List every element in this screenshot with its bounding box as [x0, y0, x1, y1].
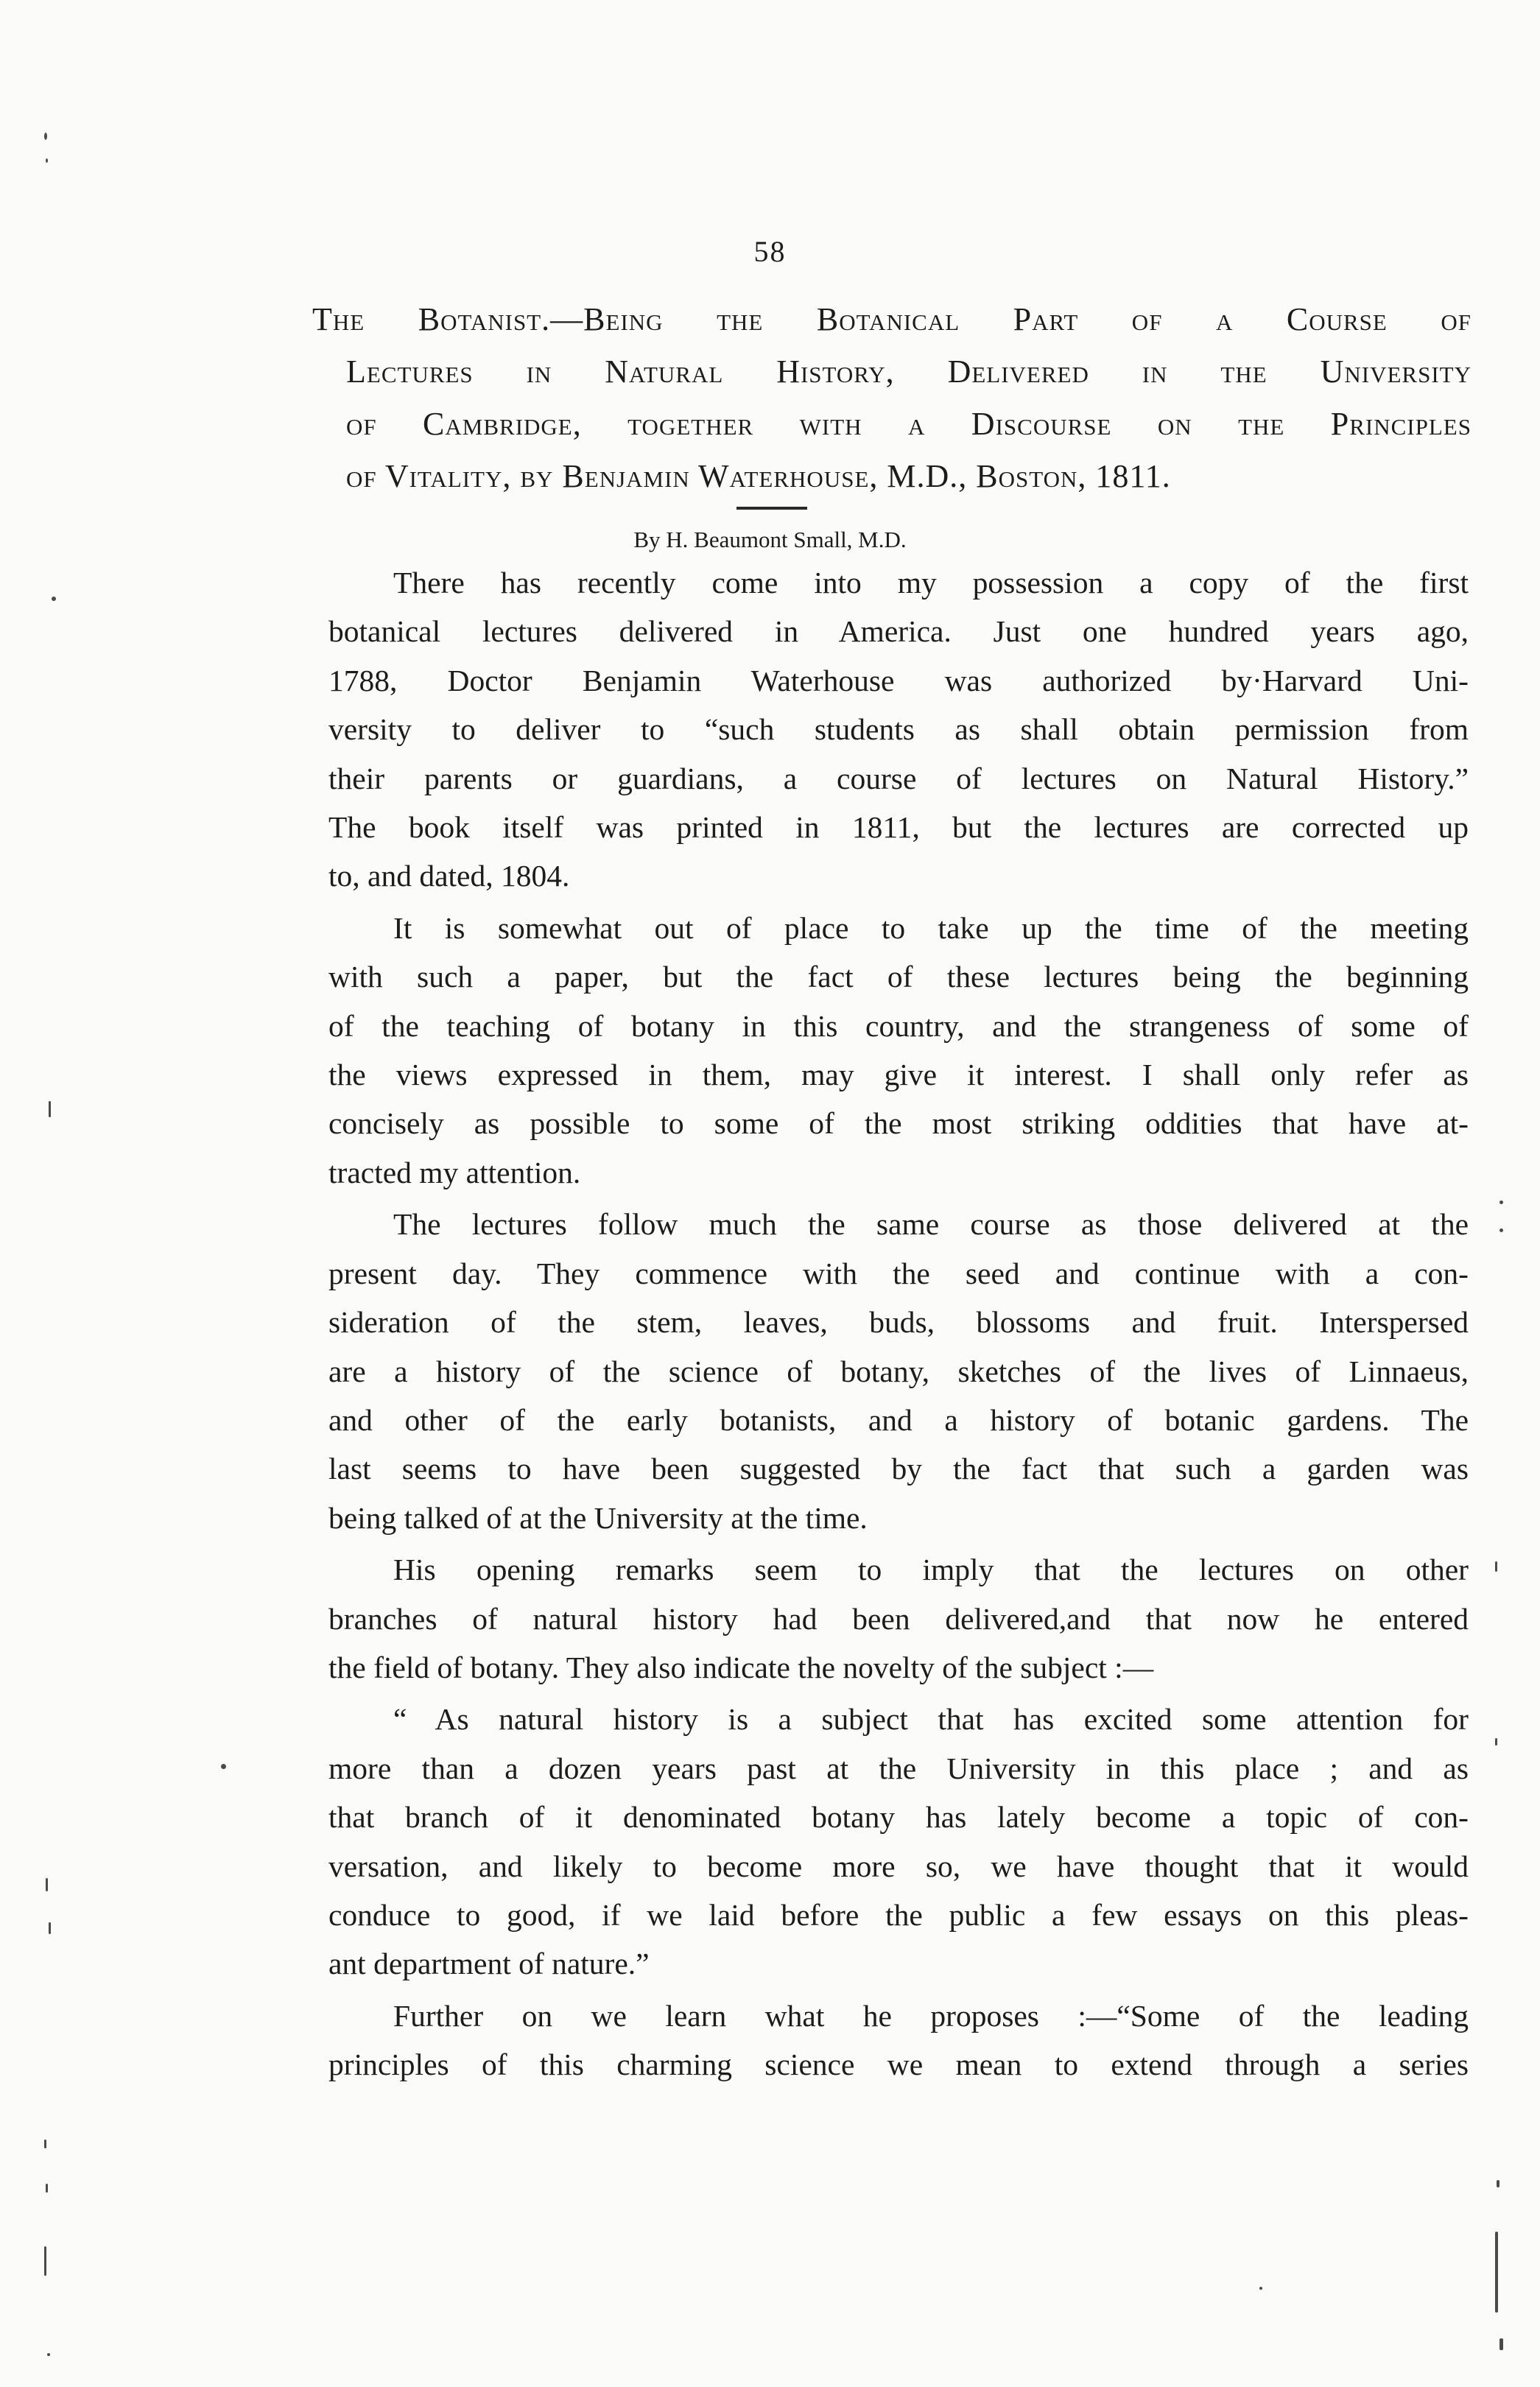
scan-speck	[1499, 1228, 1503, 1232]
text-line: more than a dozen years past at the University in this place ; and as	[328, 1751, 1469, 1785]
scan-speck	[49, 1101, 51, 1117]
scan-speck	[1259, 2287, 1262, 2290]
paragraph	[328, 1200, 1469, 1542]
quoted-paragraph	[328, 1695, 1469, 1988]
title-line: The Botanist.—Being the Botanical Part of a Course of	[312, 301, 1472, 337]
scan-speck	[1497, 2180, 1499, 2187]
text-line: The book itself was printed in 1811, but the lectures are corrected up	[328, 810, 1469, 845]
text-line: botanical lectures delivered in America. Just one hundred years ago,	[328, 614, 1469, 649]
text-line: versation, and likely to become more so, we have thought that it would	[328, 1849, 1469, 1883]
text-line: 1788, Doctor Benjamin Waterhouse was authorized by·Harvard Uni-	[328, 663, 1469, 697]
text-line: branches of natural history had been delivered,and that now he entered	[328, 1601, 1469, 1636]
paragraph	[328, 558, 1469, 901]
scan-speck	[1499, 2338, 1503, 2350]
text-line: to, and dated, 1804.	[328, 859, 570, 893]
text-line: and other of the early botanists, and a history of botanic gardens. The	[328, 1402, 1469, 1437]
scan-speck	[44, 2140, 46, 2148]
text-line: tracted my attention.	[328, 1155, 581, 1189]
paragraph	[328, 1545, 1469, 1692]
title-line: of Vitality, by Benjamin Waterhouse, M.D., Boston, 1811.	[346, 458, 1171, 494]
text-line: being talked of at the University at the time.	[328, 1500, 868, 1535]
text-line: His opening remarks seem to imply that the lectures on other	[393, 1553, 1469, 1587]
scan-speck	[46, 158, 48, 163]
text-line: that branch of it denominated botany has lately become a topic of con-	[328, 1800, 1469, 1835]
text-line: versity to deliver to “such students as shall obtain permission from	[328, 712, 1469, 747]
paragraph	[328, 1991, 1469, 2089]
paragraph	[328, 904, 1469, 1197]
text-line: principles of this charming science we mean to extend through a series	[328, 2047, 1469, 2082]
scan-speck	[44, 133, 47, 140]
scan-speck	[46, 1878, 48, 1891]
scan-speck	[46, 2184, 48, 2193]
text-line: The lectures follow much the same course as those delivered at the	[393, 1207, 1469, 1242]
scan-speck	[221, 1764, 226, 1769]
scan-speck	[47, 2353, 50, 2356]
text-line: of the teaching of botany in this country, and the strangeness of some of	[328, 1008, 1469, 1043]
text-line: the views expressed in them, may give it interest. I shall only refer as	[328, 1058, 1469, 1092]
text-line: sideration of the stem, leaves, buds, blossoms and fruit. Interspersed	[328, 1305, 1469, 1340]
text-line: concisely as possible to some of the most striking oddities that have at-	[328, 1106, 1469, 1141]
text-line: ant department of nature.”	[328, 1947, 650, 1981]
text-line: the field of botany. They also indicate the novelty of the subject :—	[328, 1650, 1154, 1684]
title-divider-rule	[736, 507, 807, 510]
scan-speck	[1495, 1561, 1497, 1572]
author-byline: By H. Beaumont Small, M.D.	[633, 527, 907, 552]
text-line: “ As natural history is a subject that has excited some attention for	[393, 1702, 1469, 1737]
text-line: last seems to have been suggested by the fact that such a garden was	[328, 1452, 1469, 1486]
scan-speck	[44, 2246, 46, 2276]
text-line: conduce to good, if we laid before the public a few essays on this pleas-	[328, 1897, 1469, 1932]
text-line: are a history of the science of botany, sketches of the lives of Linnaeus,	[328, 1354, 1469, 1388]
title-line: Lectures in Natural History, Delivered in the University	[346, 354, 1472, 390]
title-line: of Cambridge, together with a Discourse on the Principles	[346, 406, 1472, 442]
page-number: 58	[753, 235, 787, 268]
text-line: present day. They commence with the seed and continue with a con-	[328, 1256, 1469, 1290]
text-line: It is somewhat out of place to take up the time of the meeting	[393, 910, 1469, 945]
article-title	[312, 293, 1472, 502]
article-body	[328, 558, 1469, 2092]
scan-speck	[1495, 1738, 1497, 1746]
scan-speck	[49, 1922, 51, 1934]
scan-speck	[1499, 1200, 1503, 1204]
text-line: with such a paper, but the fact of these lectures being the beginning	[328, 960, 1469, 994]
scan-speck	[52, 597, 56, 601]
text-line: Further on we learn what he proposes :—“Some of the leading	[393, 1998, 1469, 2033]
scan-speck	[1495, 2232, 1498, 2313]
text-line: There has recently come into my possession a copy of the first	[393, 566, 1469, 600]
text-line: their parents or guardians, a course of lectures on Natural History.”	[328, 761, 1469, 795]
